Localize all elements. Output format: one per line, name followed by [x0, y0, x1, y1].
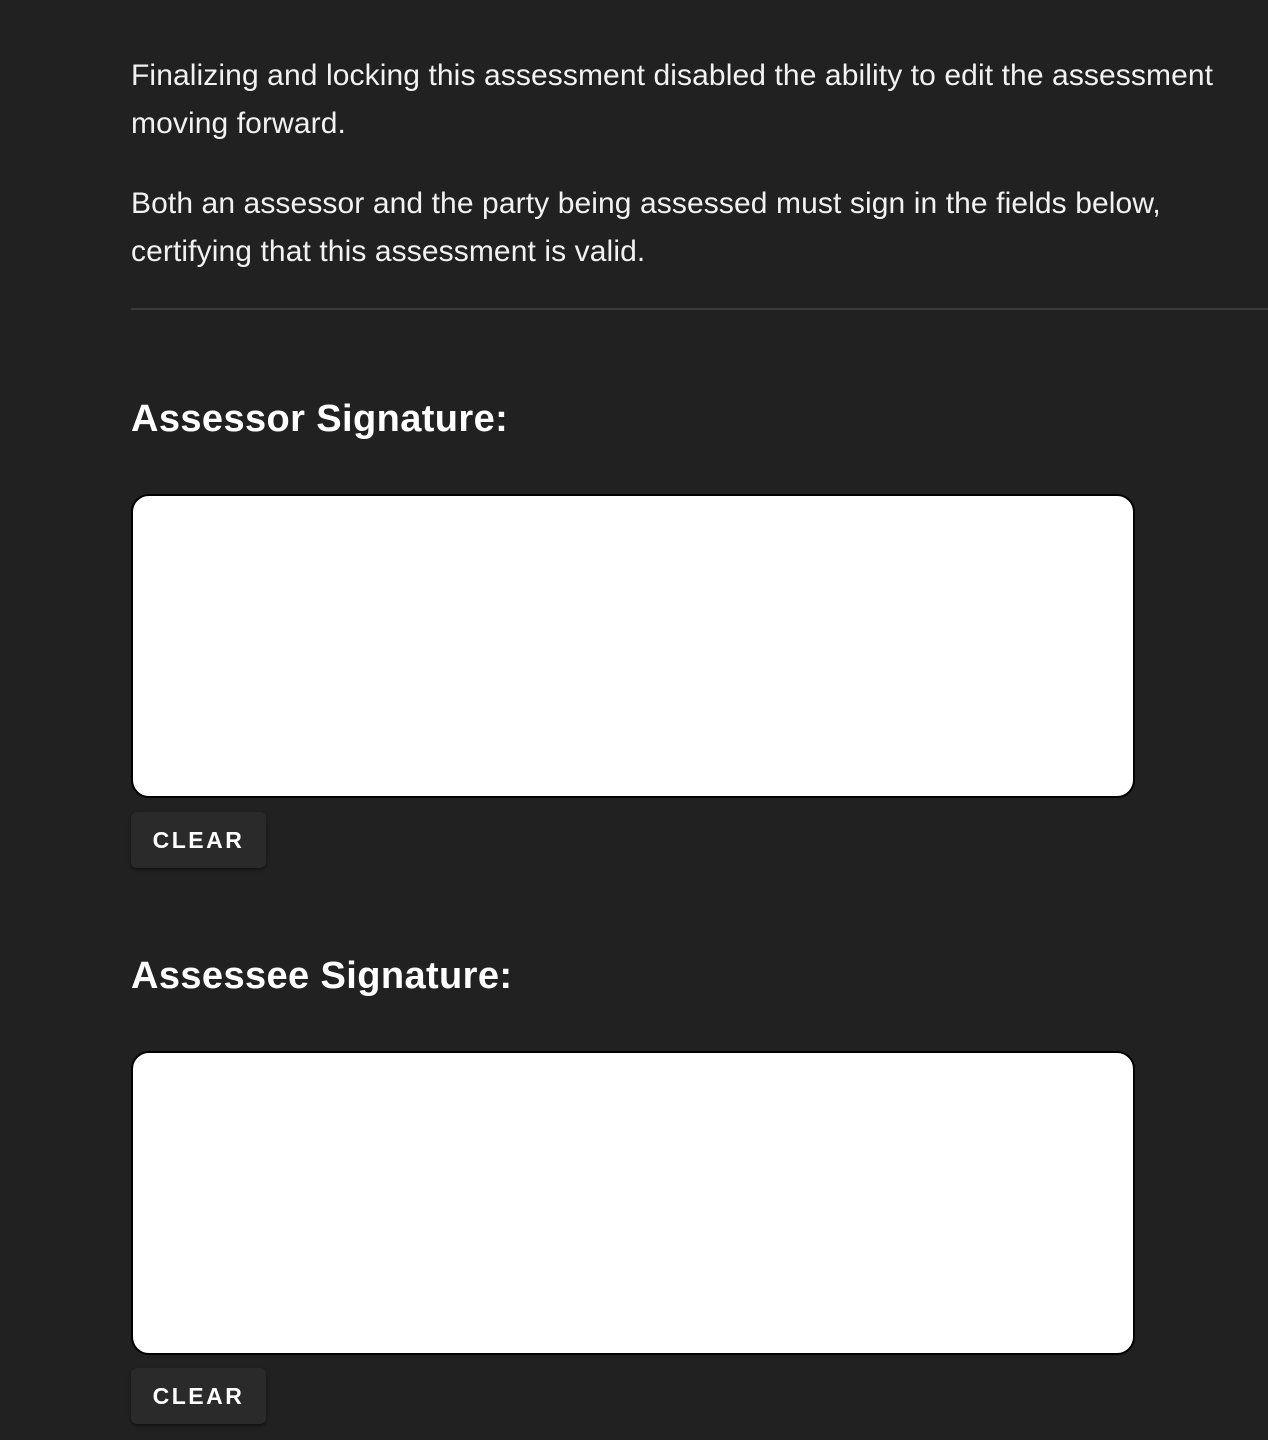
section-divider	[131, 308, 1268, 310]
assessor-signature-pad[interactable]	[131, 494, 1135, 798]
assessee-signature-pad[interactable]	[131, 1051, 1135, 1355]
assessor-clear-button[interactable]: CLEAR	[131, 812, 266, 868]
finalize-info-text: Finalizing and locking this assessment disabled the ability to edit the assessment moving forward.	[131, 59, 1214, 140]
assessee-signature-heading: Assessee Signature:	[131, 955, 513, 997]
assessee-clear-button[interactable]: CLEAR	[131, 1368, 266, 1424]
assessor-signature-heading: Assessor Signature:	[131, 398, 509, 440]
signature-requirement-text: Both an assessor and the party being assessed must sign in the fields below, certifying that this assessment is valid.	[131, 187, 1161, 268]
